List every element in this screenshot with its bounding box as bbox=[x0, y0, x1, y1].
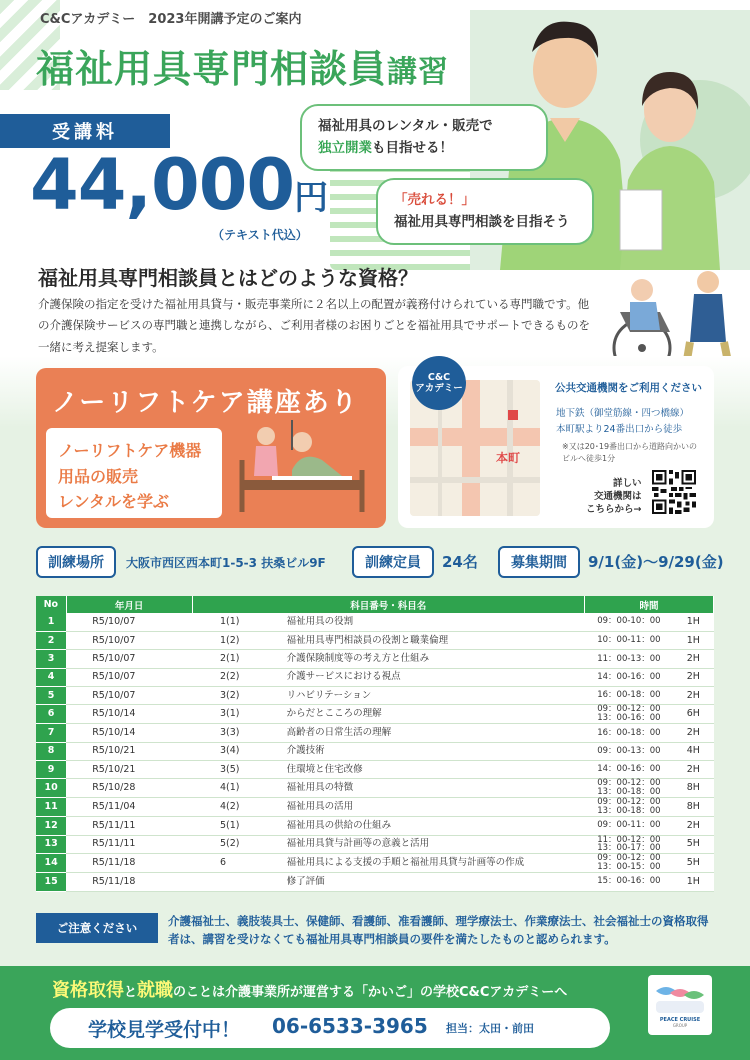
cell-subject: 高齢者の日常生活の理解 bbox=[283, 724, 585, 742]
map-station-label: 本町 bbox=[496, 451, 521, 465]
logo-name: PEACE CRUISE bbox=[659, 1016, 701, 1023]
academy-announcement: C&Cアカデミー 2023年開講予定のご案内 bbox=[40, 12, 302, 27]
cell-time: 11：00-13：00 bbox=[585, 650, 674, 668]
cell-subject: 福祉用具の供給の仕組み bbox=[283, 817, 585, 835]
table-row bbox=[36, 650, 714, 668]
cell-subject: 住環境と住宅改修 bbox=[283, 761, 585, 779]
cell-date: R5/10/14 bbox=[66, 724, 192, 742]
cell-hours: 2H bbox=[673, 817, 713, 835]
capacity-label: 訓練定員 bbox=[352, 546, 434, 578]
cell-time: 10：00-11：00 bbox=[585, 631, 674, 649]
cell-date: R5/11/04 bbox=[66, 798, 192, 817]
cell-hours: 8H bbox=[673, 779, 713, 798]
cell-hours: 2H bbox=[673, 687, 713, 705]
cell-date: R5/11/18 bbox=[66, 854, 192, 873]
academy-badge-line1: C&C bbox=[427, 371, 451, 383]
schedule-table bbox=[36, 596, 714, 892]
course-info-row bbox=[36, 546, 726, 580]
cell-date: R5/11/18 bbox=[66, 873, 192, 891]
cell-hours: 2H bbox=[673, 668, 713, 686]
table-row bbox=[36, 742, 714, 760]
cell-no: 5 bbox=[36, 687, 66, 705]
access-line1: 地下鉄（御堂筋線・四つ橋線） bbox=[556, 408, 690, 419]
place-value: 大阪市西区西本町1-5-3 扶桑ビル9F bbox=[126, 556, 326, 570]
cell-date: R5/10/07 bbox=[66, 631, 192, 649]
table-row bbox=[36, 613, 714, 631]
cell-subject: 福祉用具の役割 bbox=[283, 613, 585, 631]
cell-date: R5/10/28 bbox=[66, 779, 192, 798]
cell-code: 2(1) bbox=[192, 650, 283, 668]
no-lift-line1: ノーリフトケア機器 bbox=[58, 441, 202, 460]
visit-text: 学校見学受付中！ bbox=[88, 1019, 241, 1041]
no-lift-text bbox=[58, 438, 201, 515]
cell-hours: 5H bbox=[673, 835, 713, 854]
no-lift-title: ノーリフトケア講座あり bbox=[52, 388, 359, 418]
cell-no: 13 bbox=[36, 835, 66, 854]
cell-date: R5/11/11 bbox=[66, 835, 192, 854]
cell-subject: からだとこころの理解 bbox=[283, 705, 585, 724]
footer-rest: のことは介護事業所が運営する「かいご」の学校C&Cアカデミーへ bbox=[173, 985, 568, 1000]
about-body: 介護保険の指定を受けた福祉用具貸与・販売事業所に２名以上の配置が義務付けられている専門職です。他の介護保険サービスの専門職と連携しながら、ご利用者様のお困りごとを福祉用具でサポートできるものを一緒に考え提案します。 bbox=[38, 297, 590, 354]
table-row bbox=[36, 705, 714, 724]
cell-time: 09：00-10：00 bbox=[585, 613, 674, 631]
table-row bbox=[36, 779, 714, 798]
access-more3: こちらから→ bbox=[586, 503, 642, 515]
cell-date: R5/10/07 bbox=[66, 668, 192, 686]
cell-hours: 1H bbox=[673, 631, 713, 649]
cell-no: 7 bbox=[36, 724, 66, 742]
cell-subject: 介護技術 bbox=[283, 742, 585, 760]
cell-code: 4(2) bbox=[192, 798, 283, 817]
table-row bbox=[36, 854, 714, 873]
academy-badge-line2: アカデミー bbox=[415, 383, 463, 394]
fee-note: （テキスト代込） bbox=[212, 228, 308, 242]
cell-subject: 福祉用具専門相談員の役割と職業倫理 bbox=[283, 631, 585, 649]
cell-time: 16：00-18：00 bbox=[585, 724, 674, 742]
cell-code: 1(1) bbox=[192, 613, 283, 631]
cell-hours: 4H bbox=[673, 742, 713, 760]
cell-code: 6 bbox=[192, 854, 283, 873]
phone-number[interactable]: 06-6533-3965 bbox=[272, 1014, 428, 1038]
care-bed-illustration bbox=[232, 420, 372, 520]
speech-bubble-independence bbox=[300, 104, 548, 171]
cell-time: 11：00-12：00 13：00-17：00 bbox=[585, 835, 674, 854]
access-line2: 本町駅より24番出口から徒歩 bbox=[556, 423, 683, 435]
cell-no: 15 bbox=[36, 873, 66, 891]
cell-time: 09：00-12：00 13：00-18：00 bbox=[585, 779, 674, 798]
fee-amount bbox=[30, 144, 328, 226]
schedule-header-row bbox=[36, 596, 714, 613]
title-main: 福祉用具専門相談員 bbox=[36, 47, 388, 91]
cell-date: R5/10/07 bbox=[66, 613, 192, 631]
bubble1-rest: も目指せる！ bbox=[372, 139, 453, 156]
about-title: 福祉用具専門相談員とはどのような資格？ bbox=[38, 266, 418, 290]
bubble1-line1: 福祉用具のレンタル・販売で bbox=[318, 118, 493, 134]
cell-no: 4 bbox=[36, 668, 66, 686]
fee-value: 44,000 bbox=[30, 144, 295, 226]
notice-label: ご注意ください bbox=[36, 913, 158, 943]
table-row bbox=[36, 798, 714, 817]
access-note2: ビルへ徒歩1分 bbox=[562, 454, 616, 463]
cell-time: 09：00-12：00 13：00-16：00 bbox=[585, 705, 674, 724]
cell-time: 14：00-16：00 bbox=[585, 761, 674, 779]
academy-badge bbox=[412, 356, 466, 410]
cell-time: 14：00-16：00 bbox=[585, 668, 674, 686]
access-more2: 交通機関は bbox=[593, 490, 642, 502]
cell-time: 09：00-12：00 13：00-18：00 bbox=[585, 798, 674, 817]
header-time: 時間 bbox=[585, 596, 714, 613]
cell-no: 8 bbox=[36, 742, 66, 760]
access-title: 公共交通機関をご利用ください bbox=[555, 382, 702, 394]
capacity-value: 24名 bbox=[442, 553, 478, 571]
cell-date: R5/10/07 bbox=[66, 650, 192, 668]
cell-code: 3(2) bbox=[192, 687, 283, 705]
no-lift-line3: レンタルを学ぶ bbox=[58, 492, 169, 512]
table-row bbox=[36, 724, 714, 742]
logo-sub: GROUP bbox=[672, 1022, 688, 1028]
cell-hours: 1H bbox=[673, 873, 713, 891]
cell-no: 1 bbox=[36, 613, 66, 631]
cell-date: R5/10/14 bbox=[66, 705, 192, 724]
cell-code: 3(5) bbox=[192, 761, 283, 779]
place-label: 訓練場所 bbox=[36, 546, 116, 578]
cell-code: 1(2) bbox=[192, 631, 283, 649]
cell-subject: 福祉用具による支援の手順と福祉用具貸与計画等の作成 bbox=[283, 854, 585, 873]
cell-code: 3(1) bbox=[192, 705, 283, 724]
cell-no: 3 bbox=[36, 650, 66, 668]
period-label: 募集期間 bbox=[498, 546, 580, 578]
header-subject: 科目番号・科目名 bbox=[192, 596, 585, 613]
cell-subject: 介護保険制度等の考え方と仕組み bbox=[283, 650, 585, 668]
cell-code bbox=[192, 873, 283, 891]
cell-no: 9 bbox=[36, 761, 66, 779]
cell-time: 16：00-18：00 bbox=[585, 687, 674, 705]
cell-hours: 1H bbox=[673, 613, 713, 631]
cell-hours: 5H bbox=[673, 854, 713, 873]
footer-word2: 就職 bbox=[137, 980, 174, 1001]
bubble2-line1: 「売れる！」 bbox=[394, 192, 475, 208]
cell-no: 14 bbox=[36, 854, 66, 873]
access-note1: ※又は20･19番出口から道路向かいの bbox=[562, 442, 698, 451]
period-value: 9/1(金)～9/29(金) bbox=[588, 553, 724, 571]
group-logo bbox=[648, 975, 712, 1035]
access-note bbox=[562, 441, 697, 465]
notice-text: 介護福祉士、義肢装具士、保健師、看護師、准看護師、理学療法士、作業療法士、社会福祉士の資格取得者は、講習を受けなくても福祉用具専門相談員の要件を満たしたものと認められます。 bbox=[168, 914, 709, 946]
fee-label: 受講料 bbox=[0, 114, 170, 148]
cell-hours: 8H bbox=[673, 798, 713, 817]
cell-time: 09：00-11：00 bbox=[585, 817, 674, 835]
no-lift-line2: 用品の販売 bbox=[58, 466, 139, 486]
access-body bbox=[556, 406, 689, 437]
page-title bbox=[36, 38, 449, 93]
cell-hours: 2H bbox=[673, 650, 713, 668]
cell-code: 5(1) bbox=[192, 817, 283, 835]
cell-hours: 2H bbox=[673, 761, 713, 779]
table-row bbox=[36, 631, 714, 649]
cell-hours: 2H bbox=[673, 724, 713, 742]
schedule-body bbox=[36, 613, 714, 891]
cell-code: 3(3) bbox=[192, 724, 283, 742]
cell-time: 09：00-12：00 13：00-15：00 bbox=[585, 854, 674, 873]
qr-code-icon[interactable] bbox=[652, 470, 696, 514]
footer-tagline bbox=[52, 976, 567, 1002]
cell-code: 4(1) bbox=[192, 779, 283, 798]
table-row bbox=[36, 687, 714, 705]
logo-icon bbox=[652, 983, 708, 1017]
cell-date: R5/10/21 bbox=[66, 742, 192, 760]
table-row bbox=[36, 668, 714, 686]
header-no: No bbox=[36, 596, 66, 613]
cell-subject: 介護サービスにおける視点 bbox=[283, 668, 585, 686]
contact-person: 担当：太田・前田 bbox=[446, 1022, 534, 1035]
bubble1-highlight: 独立開業 bbox=[318, 139, 372, 156]
fee-unit: 円 bbox=[294, 178, 328, 218]
access-more1: 詳しい bbox=[612, 478, 642, 489]
cell-date: R5/10/21 bbox=[66, 761, 192, 779]
cell-code: 2(2) bbox=[192, 668, 283, 686]
table-row bbox=[36, 835, 714, 854]
cell-no: 11 bbox=[36, 798, 66, 817]
cell-hours: 6H bbox=[673, 705, 713, 724]
table-row bbox=[36, 761, 714, 779]
footer-word1: 資格取得 bbox=[52, 980, 124, 1001]
cell-date: R5/11/11 bbox=[66, 817, 192, 835]
cell-no: 10 bbox=[36, 779, 66, 798]
footer-and: と bbox=[124, 985, 138, 1000]
cell-time: 15：00-16：00 bbox=[585, 873, 674, 891]
cell-code: 5(2) bbox=[192, 835, 283, 854]
cell-subject: 福祉用具の活用 bbox=[283, 798, 585, 817]
table-row bbox=[36, 817, 714, 835]
cell-subject: 修了評価 bbox=[283, 873, 585, 891]
cell-no: 6 bbox=[36, 705, 66, 724]
cell-subject: 福祉用具の特徴 bbox=[283, 779, 585, 798]
cell-time: 09：00-13：00 bbox=[585, 742, 674, 760]
table-row bbox=[36, 873, 714, 891]
cell-date: R5/10/07 bbox=[66, 687, 192, 705]
title-suffix: 講習 bbox=[387, 55, 450, 90]
bubble2-line2: 福祉用具専門相談を目指そう bbox=[394, 213, 570, 230]
access-more-link[interactable] bbox=[586, 478, 641, 516]
cell-no: 12 bbox=[36, 817, 66, 835]
cell-subject: 福祉用具貸与計画等の意義と活用 bbox=[283, 835, 585, 854]
speech-bubble-sales bbox=[376, 178, 594, 245]
cell-no: 2 bbox=[36, 631, 66, 649]
header-date: 年月日 bbox=[66, 596, 192, 613]
cell-code: 3(4) bbox=[192, 742, 283, 760]
cell-subject: リハビリテーション bbox=[283, 687, 585, 705]
